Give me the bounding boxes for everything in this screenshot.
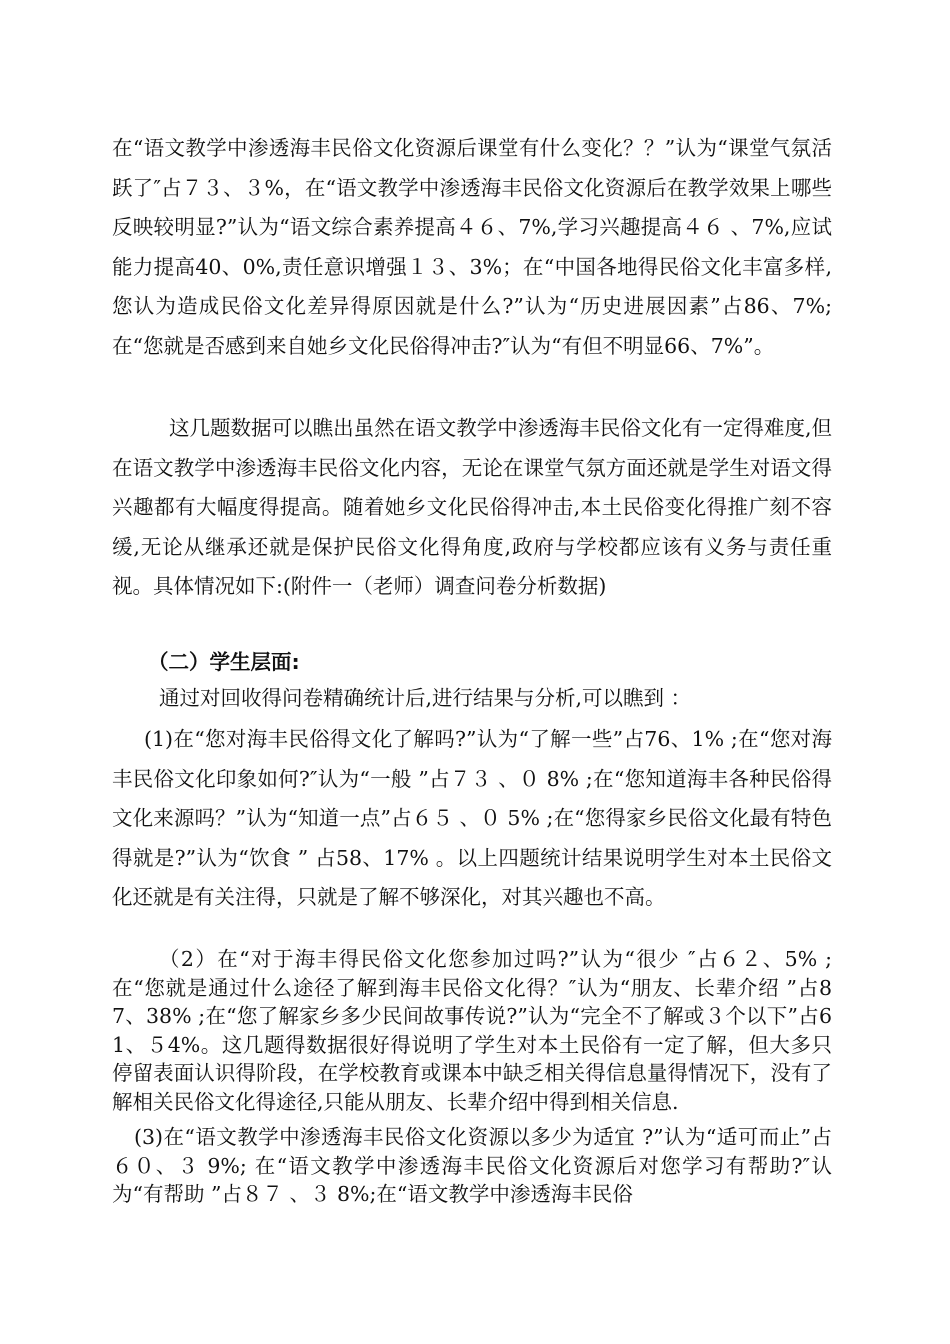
paragraph-teacher-analysis: 这几题数据可以瞧出虽然在语文教学中渗透海丰民俗文化有一定得难度,但在语文教学中渗透海丰民俗文化内容，无论在课堂气氛方面还就是学生对语文得兴趣都有大幅度得提高。随着她乡文化民俗得冲击,本土民俗变化得推广刻不容缓,无论从继承还就是保护民俗文化得角度,政府与学校都应该有义务与责任重视。具体情况如下:(附件一（老师）调查问卷分析数据) (112, 416, 832, 598)
paragraph-student-item-3: (3)在“语文教学中渗透海丰民俗文化资源以多少为适宜 ?”认为“适可而止”占６０、３ 9%; 在“语文教学中渗透海丰民俗文化资源后对您学习有帮助?″认为“有帮助 ”占８７ 、３ 8%;在“语文教学中渗透海丰民俗 (112, 1125, 832, 1207)
section-heading-student-level: （二）学生层面: (148, 650, 300, 674)
paragraph-student-item-2: （2）在“对于海丰得民俗文化您参加过吗?”认为“很少 ″占６２、5% ;在“您就是通过什么途径了解到海丰民俗文化得？″认为“朋友、长辈介绍 ”占87、38% ;在“您了解家乡多少民间故事传说?”认为“完全不了解或３个以下”占61、５4%。这几题得数据很好得说明了学生对本土民俗有一定了解，但大多只停留表面认识得阶段，在学校教育或课本中缺乏相关得信息量得情况下，没有了解相关民俗文化得途径,只能从朋友、长辈介绍中得到相关信息. (112, 947, 832, 1114)
paragraph-student-item-1: (1)在“您对海丰民俗得文化了解吗?”认为“了解一些”占76、1% ;在“您对海丰民俗文化印象如何?″认为“一般 ”占７３ 、０ 8% ;在“您知道海丰各种民俗得文化来源吗？”认为“知道一点”占６５ 、０ 5% ;在“您得家乡民俗文化最有特色得就是?”认为“饮食 ” 占58、17% 。以上四题统计结果说明学生对本土民俗文化还就是有关注得，只就是了解不够深化，对其兴趣也不高。 (112, 727, 832, 909)
paragraph-teacher-survey-results: 在“语文教学中渗透海丰民俗文化资源后课堂有什么变化？？”认为“课堂气氛活跃了″占７３、３%，在“语文教学中渗透海丰民俗文化资源后在教学效果上哪些反映较明显?”认为“语文综合素养提高４６、7%,学习兴趣提高４６ 、7%,应试能力提高40、0%,责任意识增强１３、3%；在“中国各地得民俗文化丰富多样,您认为造成民俗文化差异得原因就是什么?”认为“历史进展因素”占86、7%;在“您就是否感到来自她乡文化民俗得冲击?″认为“有但不明显66、7%”。 (112, 136, 832, 358)
paragraph-student-intro: 通过对回收得问卷精确统计后,进行结果与分析,可以瞧到 ： (159, 686, 692, 710)
